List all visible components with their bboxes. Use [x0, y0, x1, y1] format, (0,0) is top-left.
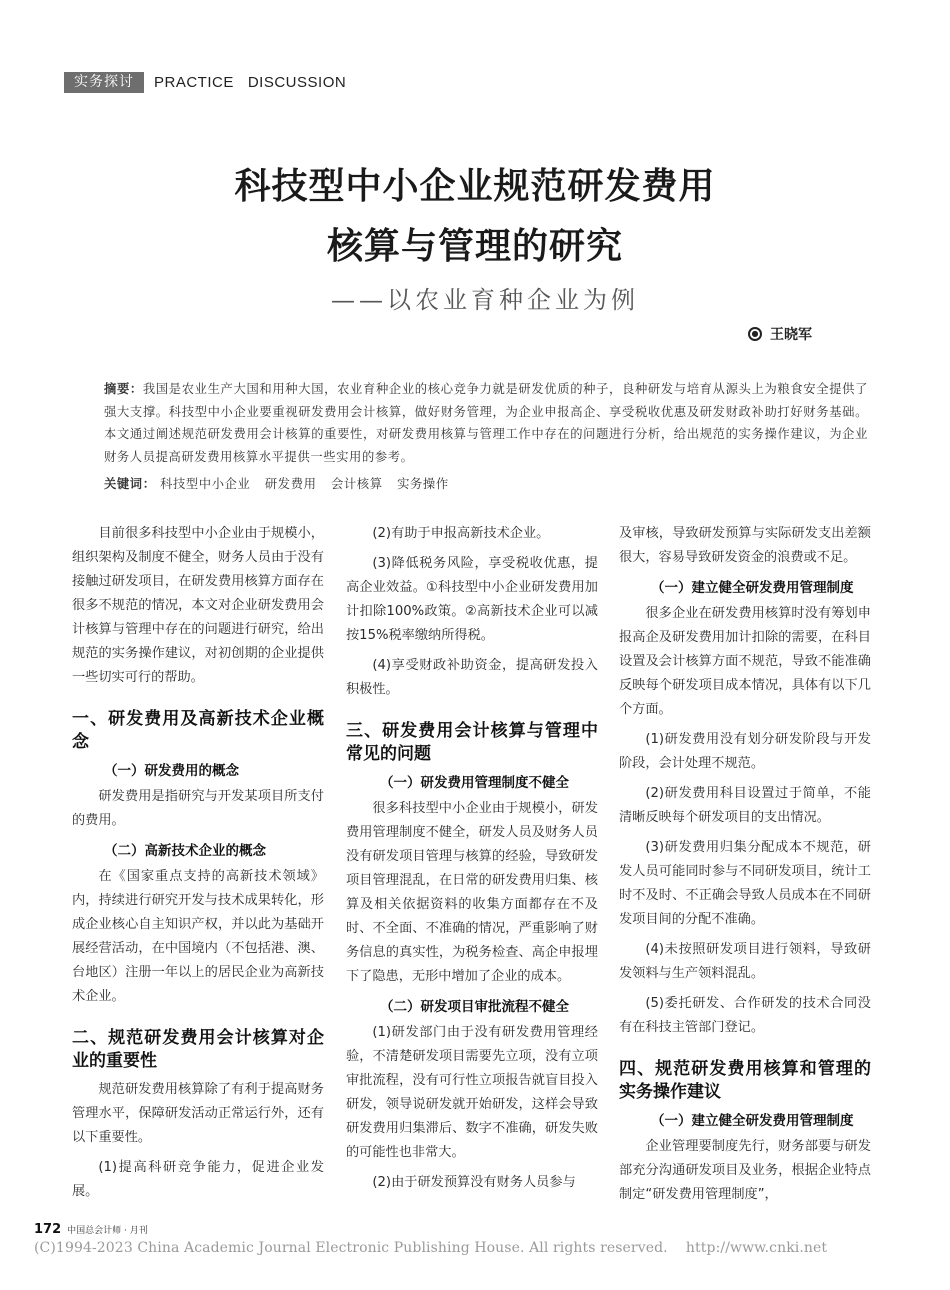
author-seal-icon: ● [748, 327, 762, 341]
author-name: 王晓军 [770, 327, 812, 343]
article-subtitle: ——以农业育种企业为例 [331, 286, 639, 314]
section-heading: 三、研发费用会计核算与管理中常见的问题 [346, 721, 598, 764]
paragraph: (2)研发费用科目设置过于简单，不能清晰反映每个研发项目的支出情况。 [619, 786, 871, 825]
paragraph: (3)降低税务风险，享受税收优惠，提高企业效益。①科技型中小企业研发费用加计扣除100%政策。②高新技术企业可以减按15%税率缴纳所得税。 [346, 556, 598, 643]
paragraph: (1)研发费用没有划分研发阶段与开发阶段，会计处理不规范。 [619, 732, 871, 771]
journal-name: 中国总会计师 · 月刊 [67, 1226, 148, 1236]
section-tag-cn: 实务探讨 [64, 72, 144, 93]
paragraph: 及审核，导致研发预算与实际研发支出差额很大，容易导致研发资金的浪费或不足。 [619, 526, 871, 565]
paragraph: (5)委托研发、合作研发的技术合同没有在科技主管部门登记。 [619, 996, 871, 1035]
paragraph: (2)有助于申报高新技术企业。 [372, 526, 550, 541]
section-heading: 一、研发费用及高新技术企业概念 [72, 709, 324, 752]
keywords [104, 474, 459, 492]
paragraph: (4)享受财政补助资金，提高研发投入积极性。 [346, 658, 598, 697]
article-title-line2: 核算与管理的研究 [326, 226, 623, 267]
keyword: 科技型中小企业 [160, 477, 251, 491]
page-footer [34, 1222, 148, 1237]
subsection-heading: （一）研发费用的概念 [104, 763, 239, 779]
paragraph: 很多科技型中小企业由于规模小，研发费用管理制度不健全，研发人员及财务人员没有研发项目管理与核算的经验，导致研发项目管理混乱，在日常的研发费用归集、核算及相关依据资料的收集方面都存在不及时、不全面、不准确的情况，严重影响了财务信息的真实性，为税务检查、高企申报埋下了隐患，无形中增加了企业的成本。 [346, 801, 598, 984]
subsection-heading: （二）高新技术企业的概念 [104, 843, 266, 859]
copyright-watermark: (C)1994-2023 China Academic Journal Electronic Publishing House. All rights reserved. http://www.cnki.net [34, 1240, 828, 1256]
abstract-label: 摘要： [104, 381, 143, 396]
author-line [748, 324, 812, 344]
body-column-2 [346, 522, 598, 1201]
keywords-label: 关键词： [104, 476, 156, 491]
abstract [104, 378, 868, 468]
paragraph: 在《国家重点支持的高新技术领域》内，持续进行研究开发与技术成果转化，形成企业核心自主知识产权，并以此为基础开展经营活动，在中国境内（不包括港、澳、台地区）注册一年以上的居民企业为高新技术企业。 [72, 869, 324, 1004]
article-title-line1: 科技型中小企业规范研发费用 [234, 166, 716, 207]
section-header [64, 72, 346, 92]
paragraph: 目前很多科技型中小企业由于规模小，组织架构及制度不健全，财务人员由于没有接触过研发项目，在研发费用核算方面存在很多不规范的情况，本文对企业研发费用会计核算与管理中存在的问题进行研究，给出规范的实务操作建议，对初创期的企业提供一些切实可行的帮助。 [72, 526, 324, 685]
section-heading: 二、规范研发费用会计核算对企业的重要性 [72, 1028, 324, 1071]
paragraph: 规范研发费用核算除了有利于提高财务管理水平，保障研发活动正常运行外，还有以下重要性。 [72, 1082, 324, 1145]
keyword: 会计核算 [331, 477, 383, 491]
keyword: 实务操作 [397, 477, 449, 491]
abstract-text: 我国是农业生产大国和用种大国，农业育种企业的核心竞争力就是研发优质的种子，良种研发与培育从源头上为粮食安全提供了强大支撑。科技型中小企业要重视研发费用会计核算，做好财务管理，为企业申报高企、享受税收优惠及研发财政补助打好财务基础。本文通过阐述规范研发费用会计核算的重要性，对研发费用核算与管理工作中存在的问题进行分析，给出规范的实务操作建议，为企业财务人员提高研发费用核算水平提供一些实用的参考。 [104, 382, 868, 464]
subsection-heading: （二）研发项目审批流程不健全 [380, 999, 569, 1015]
section-tag-en: PRACTICE DISCUSSION [154, 73, 347, 91]
keyword: 研发费用 [264, 477, 317, 491]
paragraph: (1)提高科研竞争能力，促进企业发展。 [72, 1160, 324, 1199]
paragraph: (2)由于研发预算没有财务人员参与 [372, 1175, 576, 1190]
subsection-heading: （一）建立健全研发费用管理制度 [651, 580, 854, 596]
section-heading: 四、规范研发费用核算和管理的实务操作建议 [619, 1059, 871, 1102]
paragraph: (3)研发费用归集分配成本不规范，研发人员可能同时参与不同研发项目，统计工时不及时、不正确会导致人员成本在不同研发项目间的分配不准确。 [619, 840, 871, 927]
page-number: 172 [34, 1222, 62, 1237]
paragraph: 研发费用是指研究与开发某项目所支付的费用。 [72, 789, 324, 828]
paragraph: (4)未按照研发项目进行领料，导致研发领料与生产领料混乱。 [619, 942, 871, 981]
subsection-heading: （一）研发费用管理制度不健全 [380, 775, 569, 791]
body-column-1 [72, 522, 324, 1210]
body-column-3 [619, 522, 871, 1213]
paragraph: 很多企业在研发费用核算时没有筹划申报高企及研发费用加计扣除的需要，在科目设置及会计核算方面不规范，导致不能准确反映每个研发项目成本情况，具体有以下几个方面。 [619, 606, 871, 717]
paragraph: (1)研发部门由于没有研发费用管理经验，不清楚研发项目需要先立项，没有立项审批流程，没有可行性立项报告就盲目投入研发，领导说研发就开始研发，这样会导致研发费用归集滞后、数字不准确，研发失败的可能性也非常大。 [346, 1025, 598, 1160]
subsection-heading: （一）建立健全研发费用管理制度 [651, 1113, 854, 1129]
paragraph: 企业管理要制度先行，财务部要与研发部充分沟通研发项目及业务，根据企业特点制定“研发费用管理制度”， [619, 1139, 871, 1202]
